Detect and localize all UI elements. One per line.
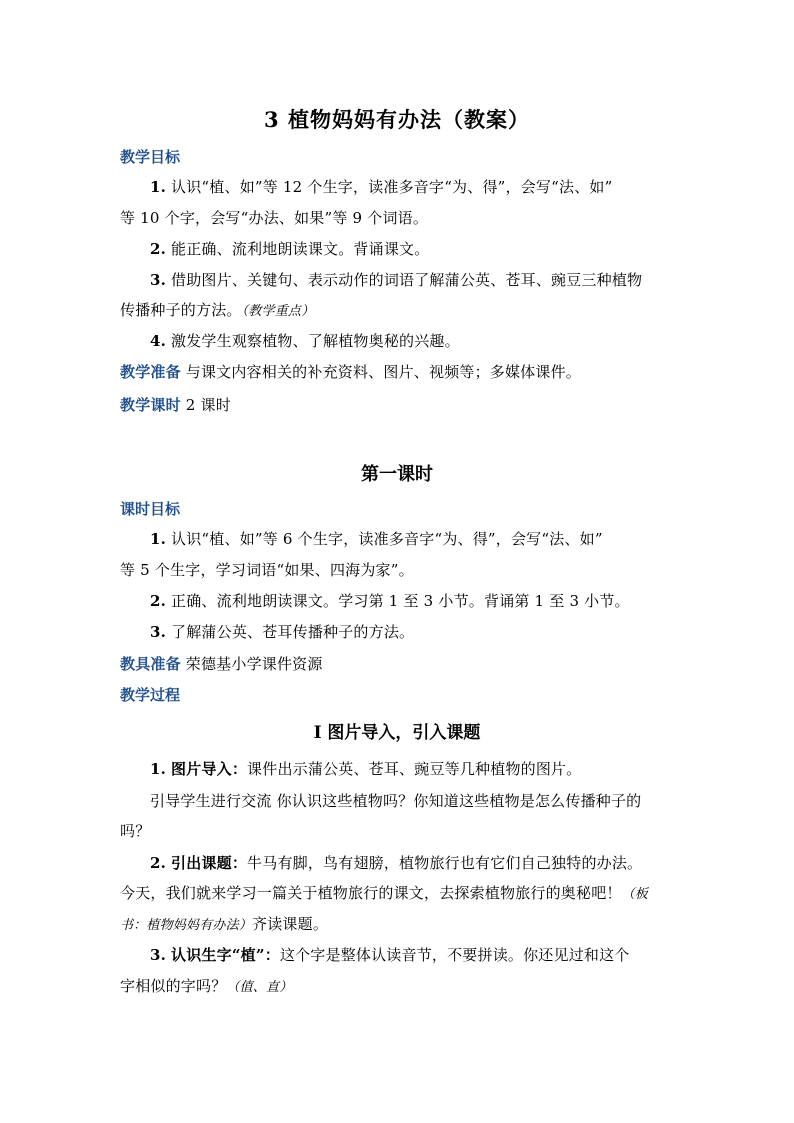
step-2-text-3: 齐读课题。 xyxy=(252,915,329,933)
lesson-goal-3-text: 了解蒲公英、苍耳传播种子的方法。 xyxy=(171,623,415,641)
teaching-prep-text: 与课文内容相关的补充资料、图片、视频等；多媒体课件。 xyxy=(185,363,581,381)
lesson-1-title: 第一课时 xyxy=(361,464,433,485)
goal-2-text: 能正确、流利地朗读课文。背诵课文。 xyxy=(171,240,430,258)
step-1-discussion-line-1: 引导学生进行交流 你认识这些植物吗？你知道这些植物是怎么传播种子的 xyxy=(150,792,642,810)
lesson-goal-3-number: 3. xyxy=(150,623,167,641)
goal-3-text: 借助图片、关键句、表示动作的词语了解蒲公英、苍耳、豌豆三种植物 xyxy=(171,271,643,289)
goal-3-text-2: 传播种子的方法。 xyxy=(120,301,242,319)
teaching-hours xyxy=(120,394,676,415)
goal-1-line-2: 等 10 个字，会写“办法、如果”等 9 个词语。 xyxy=(120,209,429,227)
teaching-hours-heading: 教学课时 xyxy=(120,396,181,414)
teaching-hours-text: 2 课时 xyxy=(185,396,231,414)
step-3-line-2 xyxy=(120,975,676,996)
teaching-goals-heading: 教学目标 xyxy=(120,148,181,166)
similar-characters-note: （值、直） xyxy=(226,980,293,995)
teaching-tools-text: 荣德基小学课件资源 xyxy=(185,655,323,673)
goal-2-number: 2. xyxy=(150,240,167,258)
step-3-text-2: 字相似的字吗？ xyxy=(120,977,227,995)
step-1-number: 1. xyxy=(150,760,167,778)
step-1-text: 课件出示蒲公英、苍耳、豌豆等几种植物的图片。 xyxy=(247,760,582,778)
blackboard-note-start: （板 xyxy=(621,887,649,902)
teaching-tools xyxy=(120,653,676,674)
step-2-line-2 xyxy=(120,882,676,903)
goal-4-number: 4. xyxy=(150,332,167,350)
goal-3-number: 3. xyxy=(150,271,167,289)
step-3-line-1 xyxy=(150,944,676,965)
lesson-goal-2-text: 正确、流利地朗读课文。学习第 1 至 3 小节。背诵第 1 至 3 小节。 xyxy=(171,592,630,610)
step-1-label: 图片导入： xyxy=(171,760,248,778)
teaching-tools-heading: 教具准备 xyxy=(120,655,181,673)
step-1-discussion-line-2: 吗？ xyxy=(120,822,151,840)
step-1 xyxy=(150,758,676,779)
lesson-goal-2 xyxy=(150,590,676,611)
goal-4 xyxy=(150,330,676,351)
step-2-number: 2. xyxy=(150,854,167,872)
lesson-goal-2-number: 2. xyxy=(150,592,167,610)
teaching-prep xyxy=(120,361,676,382)
step-2-line-1 xyxy=(150,852,676,873)
goal-1-line-1 xyxy=(150,176,676,197)
blackboard-note-end: 书：植物妈妈有办法） xyxy=(120,918,253,933)
part-1-title: Ⅰ 图片导入，引入课题 xyxy=(313,723,481,743)
step-2-line-3 xyxy=(120,913,676,934)
step-3-number: 3. xyxy=(150,946,167,964)
lesson-goal-3 xyxy=(150,621,676,642)
goal-2 xyxy=(150,238,676,259)
lesson-goal-1-number: 1. xyxy=(150,530,167,548)
step-2-text-2: 今天，我们就来学习一篇关于植物旅行的课文，去探索植物旅行的奥秘吧！ xyxy=(120,884,622,902)
teaching-process-heading: 教学过程 xyxy=(120,686,181,704)
step-3-text: 这个字是整体认读音节，不要拼读。你还见过和这个 xyxy=(279,946,630,964)
goal-1-text: 认识“植、如”等 12 个生字，读准多音字“为、得”，会写“法、如” xyxy=(171,178,613,196)
goal-4-text: 激发学生观察植物、了解植物奥秘的兴趣。 xyxy=(171,332,460,350)
step-3-label: 认识生字“植”： xyxy=(171,946,280,964)
lesson-goal-1-line-2: 等 5 个生字，学习词语“如果、四海为家”。 xyxy=(120,561,414,579)
goal-3-line-1 xyxy=(150,269,676,290)
goal-3-line-2 xyxy=(120,299,676,320)
goal-1-number: 1. xyxy=(150,178,167,196)
lesson-goal-1-text: 认识“植、如”等 6 个生字，读准多音字“为、得”，会写“法、如” xyxy=(171,530,603,548)
step-2-text: 牛马有脚，鸟有翅膀，植物旅行也有它们自己独特的办法。 xyxy=(247,854,643,872)
document-title: 3 植物妈妈有办法（教案） xyxy=(264,107,530,132)
lesson-goals-heading: 课时目标 xyxy=(120,500,181,518)
teaching-prep-heading: 教学准备 xyxy=(120,363,181,381)
key-point-note: （教学重点） xyxy=(241,304,315,319)
lesson-goal-1-line-1 xyxy=(150,528,676,549)
step-2-label: 引出课题： xyxy=(171,854,248,872)
